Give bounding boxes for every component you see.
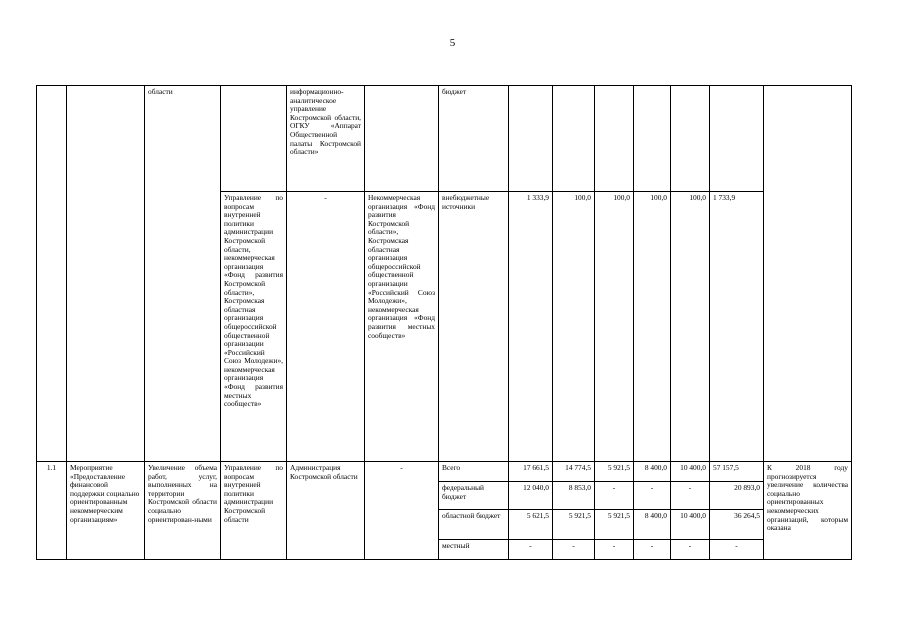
page-number: 5 bbox=[449, 37, 456, 49]
cell-number: 1.1 bbox=[37, 462, 67, 560]
cell-value: - bbox=[671, 482, 710, 510]
cell-funding-source: областной бюджет bbox=[439, 510, 509, 540]
cell-value: 12 040,0 bbox=[509, 482, 553, 510]
cell-total: 20 893,0 bbox=[710, 482, 764, 510]
cell-total: - bbox=[710, 540, 764, 560]
cell-value: 17 661,5 bbox=[509, 462, 553, 482]
cell-value: - bbox=[634, 482, 671, 510]
cell-value: - bbox=[553, 540, 595, 560]
cell-goal: Увеличение объема работ, услуг, выполненных на территории Костромской области социально ориентирован-ными bbox=[145, 462, 221, 560]
cell-result: К 2018 году прогнозируется увеличение количества социально ориентированных некоммерческих организаций, которым оказана bbox=[764, 462, 852, 560]
cell-total bbox=[710, 86, 764, 192]
cell-value: 5 921,5 bbox=[553, 510, 595, 540]
cell-value bbox=[634, 86, 671, 192]
cell-funding-source: Всего bbox=[439, 462, 509, 482]
cell-value: 8 853,0 bbox=[553, 482, 595, 510]
cell-co-executor: Некоммерческая организация «Фонд развития Костромской области», Костромская областная организация общероссийской общественной организации «Российский Союз Молодежи», некоммерческая организация «Фонд развития местных сообществ» bbox=[365, 192, 439, 462]
cell-value bbox=[671, 86, 710, 192]
cell-value: - bbox=[595, 540, 634, 560]
cell-number-continued bbox=[37, 86, 67, 462]
cell-measure: Мероприятие «Предоставление финансовой поддержки социально ориентированным некоммерческим организациям» bbox=[67, 462, 145, 560]
cell-value: - bbox=[595, 482, 634, 510]
cell-value: 5 921,5 bbox=[595, 462, 634, 482]
cell-executor-empty bbox=[221, 86, 287, 192]
cell-total: 36 264,5 bbox=[710, 510, 764, 540]
cell-value: 14 774,5 bbox=[553, 462, 595, 482]
cell-value: 5 621,5 bbox=[509, 510, 553, 540]
cell-result-continued bbox=[764, 86, 852, 462]
cell-value bbox=[595, 86, 634, 192]
cell-value bbox=[553, 86, 595, 192]
cell-value: 8 400,0 bbox=[634, 510, 671, 540]
cell-measure-continued bbox=[67, 86, 145, 462]
cell-funding-source: бюджет bbox=[439, 86, 509, 192]
cell-participant: - bbox=[287, 192, 365, 462]
cell-funding-source: местный bbox=[439, 540, 509, 560]
cell-total: 1 733,9 bbox=[710, 192, 764, 462]
cell-value: - bbox=[509, 540, 553, 560]
cell-executor: Управление по вопросам внутренней политики администрации Костромской области, некоммерческая организация «Фонд развития Костромской области», Костромская областная организация общероссийской общественной организации «Российский Союз Молодежи», некоммерческая организация «Фонд развития местных сообществ» bbox=[221, 192, 287, 462]
cell-value: 100,0 bbox=[595, 192, 634, 462]
cell-value: - bbox=[634, 540, 671, 560]
table-row bbox=[37, 462, 852, 482]
program-table bbox=[36, 85, 852, 560]
cell-executor: Управление по вопросам внутренней политики администрации Костромской области bbox=[221, 462, 287, 560]
cell-value: 10 400,0 bbox=[671, 462, 710, 482]
cell-participant: информационно-аналитическое управление Костромской области, ОГКУ «Аппарат Общественной палаты Костромской области» bbox=[287, 86, 365, 192]
cell-value: 10 400,0 bbox=[671, 510, 710, 540]
cell-value: 100,0 bbox=[553, 192, 595, 462]
cell-value: 8 400,0 bbox=[634, 462, 671, 482]
cell-funding-source: федеральный бюджет bbox=[439, 482, 509, 510]
cell-value: 5 921,5 bbox=[595, 510, 634, 540]
table-row bbox=[37, 86, 852, 192]
cell-value: - bbox=[671, 540, 710, 560]
cell-value bbox=[509, 86, 553, 192]
cell-total: 57 157,5 bbox=[710, 462, 764, 482]
cell-value: 100,0 bbox=[671, 192, 710, 462]
cell-funding-source: внебюджетные источники bbox=[439, 192, 509, 462]
cell-co-executor: - bbox=[365, 462, 439, 560]
cell-value: 1 333,9 bbox=[509, 192, 553, 462]
cell-value: 100,0 bbox=[634, 192, 671, 462]
cell-participant: Администрация Костромской области bbox=[287, 462, 365, 560]
cell-co-executor-empty bbox=[365, 86, 439, 192]
cell-goal: области bbox=[145, 86, 221, 462]
